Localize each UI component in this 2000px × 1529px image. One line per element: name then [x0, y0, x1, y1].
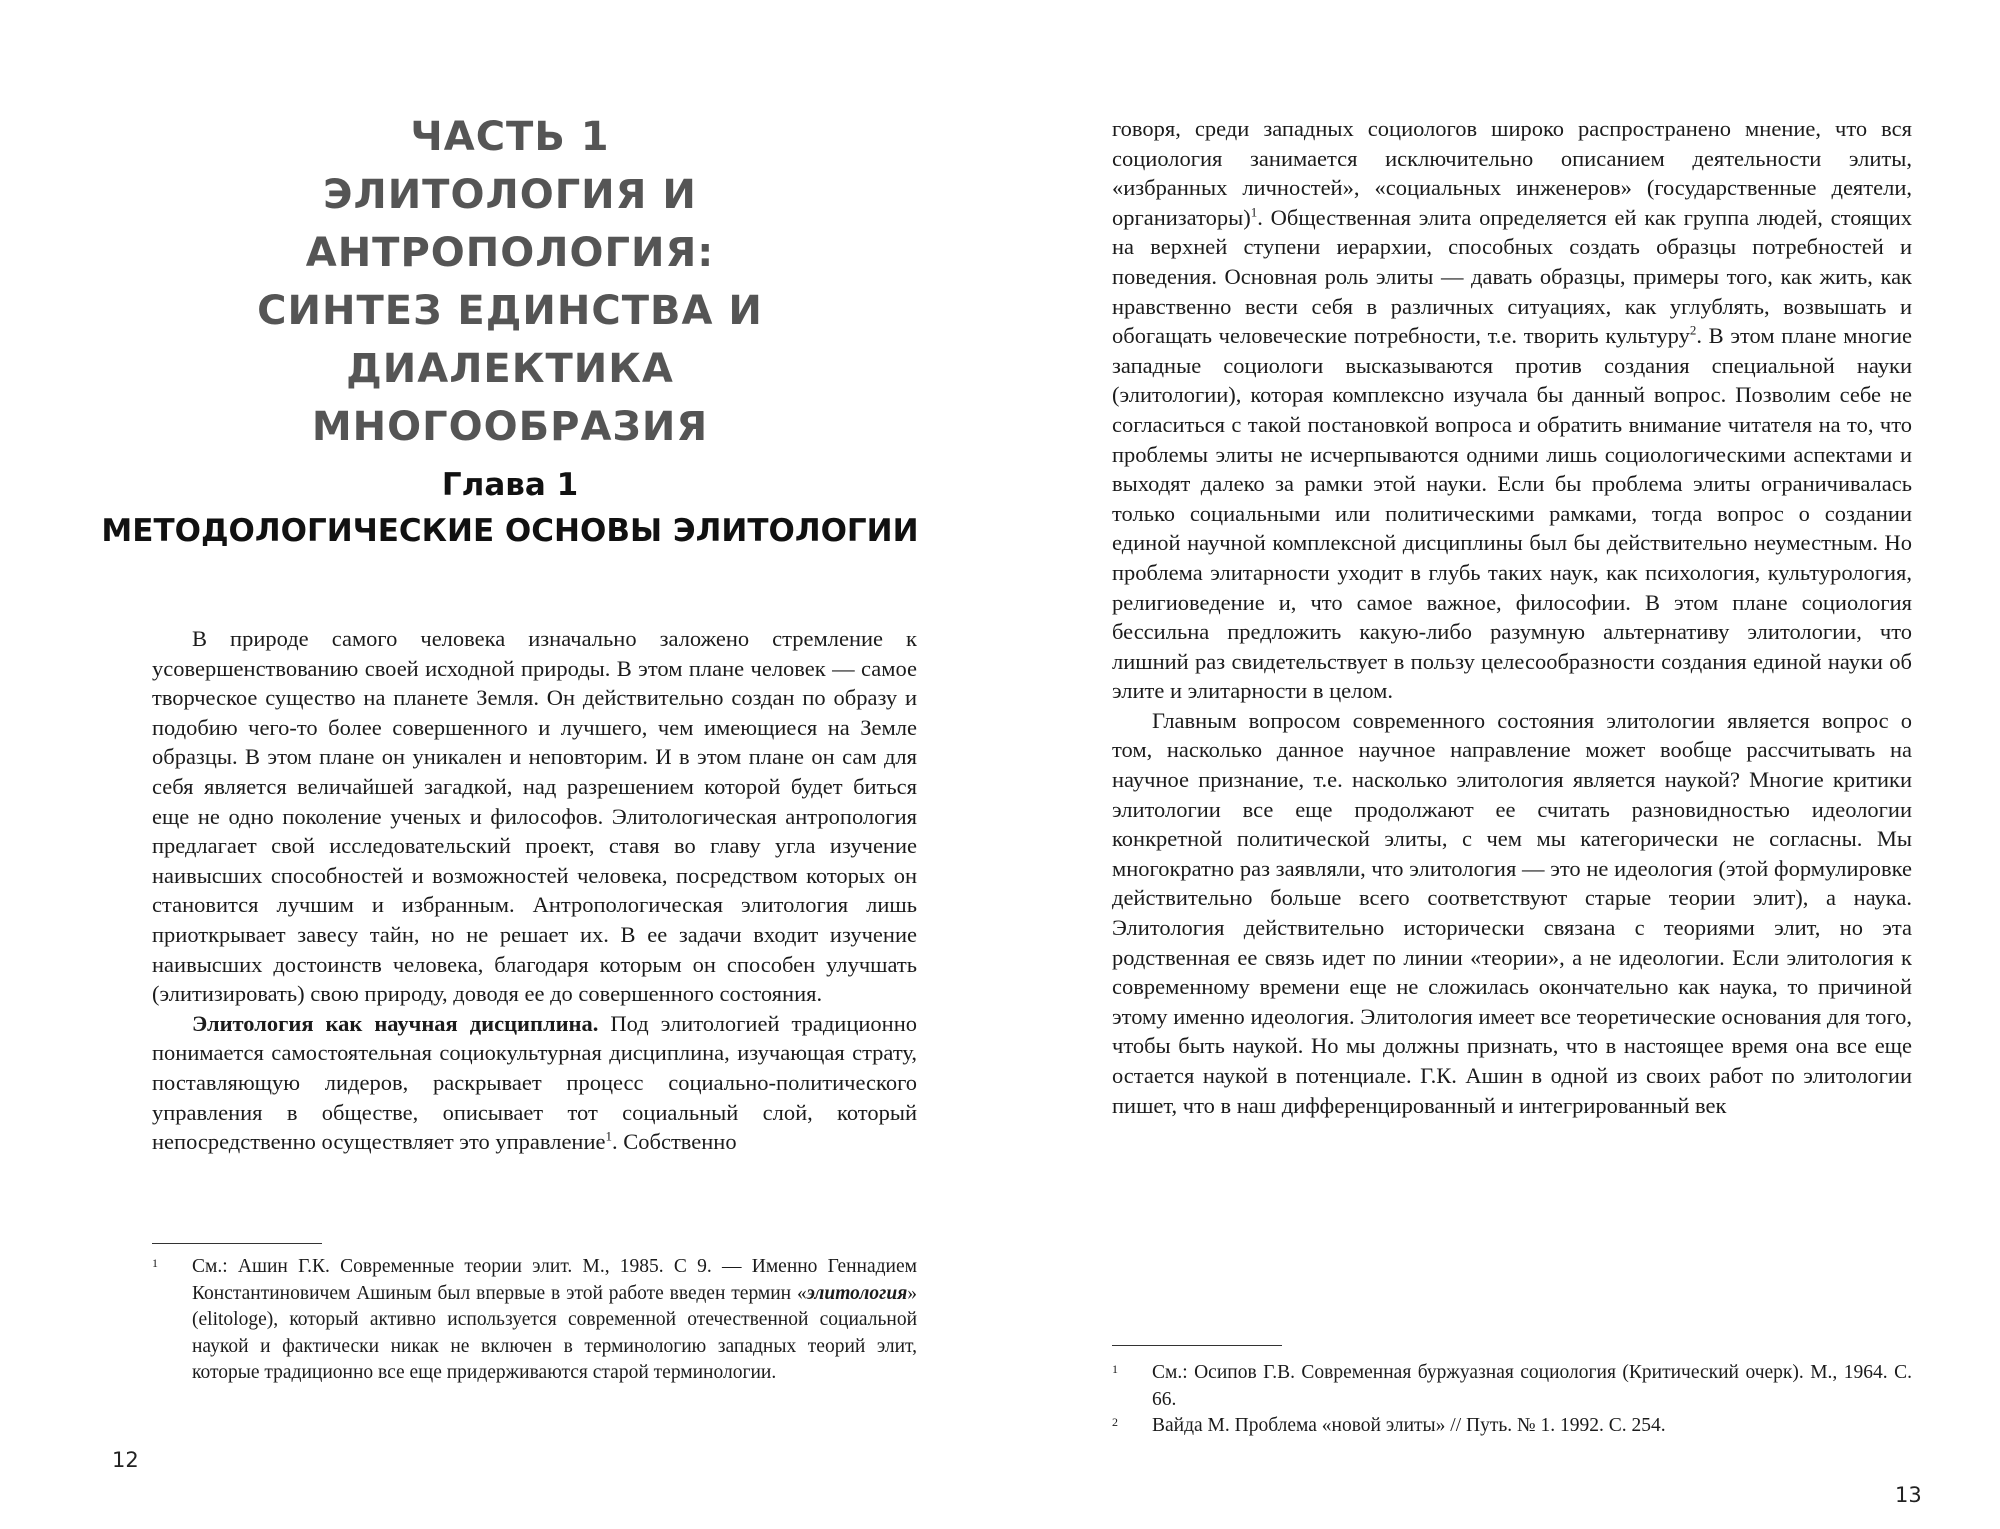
paragraph-text: Под элитологией традиционно понимается самостоятельная социокультурная дисциплина, изучающая страту, поставляющую лидеров, раскрывает процесс социально-политического управления в обществе, описывает тот социальный слой, который непосредственно осуществляет это управление [152, 1010, 917, 1155]
page-number: 13 [1895, 1483, 1922, 1507]
part-title-line: МНОГООБРАЗИЯ [311, 404, 709, 450]
footnote-reference[interactable]: 1 [1250, 204, 1258, 220]
run-in-heading: Элитология как научная дисциплина. [192, 1010, 599, 1036]
body-paragraph [152, 1009, 917, 1157]
paragraph-text: . В этом плане многие западные социологи высказываются против создания специальной науки (элитологии), которая комплексно изучала бы данный вопрос. Позволим себе не согласиться с такой постановкой вопроса и обратить внимание читателя на то, что проблемы элиты не исчерпываются одними лишь социологическими аспектами и выходят далеко за рамки этой науки. Если бы проблема элиты ограничивалась только социальными или политическими рамками, тогда вопрос о создании единой научной комплексной дисциплины был бы действительно неуместным. Но проблема элитарности уходит в глубь таких наук, как психология, культурология, религиоведение и, что самое важное, философии. В этом плане социология бессильна предложить какую-либо разумную альтернативу элитологии, что лишний раз свидетельствует в пользу целесообразности создания единой науки об элите и элитарности в целом. [1112, 323, 1912, 704]
footnote [152, 1254, 917, 1387]
part-title-line: ЧАСТЬ 1 [410, 114, 610, 160]
part-title [140, 108, 880, 456]
footnote-mark: 1 [1112, 1362, 1118, 1376]
part-title-line: СИНТЕЗ ЕДИНСТВА И ДИАЛЕКТИКА [257, 288, 763, 392]
footnote [1112, 1413, 1912, 1440]
chapter-label: Глава 1 [441, 467, 579, 503]
footnote-term: элитология [806, 1282, 908, 1304]
footnote-mark: 2 [1112, 1415, 1118, 1429]
right-body-text [1112, 114, 1912, 1120]
paragraph-text: . Общественная элита определяется ей как группа людей, стоящих на верхней ступени иерархии, способных создать образцы потребностей и поведения. Основная роль элиты — давать образцы, примеры того, как жить, как нравственно вести себя в различных ситуациях, как углублять, возвышать и обогащать человеческие потребности, т.е. творить культуру [1112, 204, 1912, 349]
page-number: 12 [112, 1448, 139, 1472]
chapter-title: МЕТОДОЛОГИЧЕСКИЕ ОСНОВЫ ЭЛИТОЛОГИИ [101, 513, 919, 549]
footnote-text: См.: Ашин Г.К. Современные теории элит. М., 1985. С 9. — Именно Геннадием Константиновичем Ашиным был впервые в этой работе введен термин « [192, 1256, 917, 1304]
footnote-reference[interactable]: 2 [1689, 322, 1697, 338]
footnote-text: » (elitologe), который активно используется современной отечественной социальной наукой и фактически никак не включен в терминологию западных теорий элит, которые традиционно все еще придерживаются старой терминологии. [192, 1282, 917, 1383]
footnotes [152, 1254, 917, 1387]
paragraph-text: . Собственно [612, 1129, 737, 1155]
footnote-divider [1112, 1345, 1282, 1346]
footnote [1112, 1360, 1912, 1413]
right-page [1000, 0, 2000, 1529]
footnote-reference[interactable]: 1 [605, 1128, 613, 1144]
part-title-line: ЭЛИТОЛОГИЯ И АНТРОПОЛОГИЯ: [305, 172, 715, 276]
body-paragraph: Главным вопросом современного состояния элитологии является вопрос о том, насколько данное научное направление может вообще рассчитывать на научное признание, т.е. насколько элитология является наукой? Многие критики элитологии все еще продолжают ее считать разновидностью идеологии конкретной политической элиты, с чем мы категорически не согласны. Мы многократно раз заявляли, что элитология — это не идеология (этой формулировке действительно больше всего соответствуют старые теории элит), а наука. Элитология действительно исторически связана с теориями элит, но эта родственная ее связь идет по линии «теории», а не идеологии. Если элитология к современному времени еще не сложилась окончательно как наука, то причиной этому именно идеология. Элитология имеет все теоретические основания для того, чтобы быть наукой. Но мы должны признать, что в настоящее время она все еще остается наукой в потенциале. Г.К. Ашин в одной из своих работ по элитологии пишет, что в наш дифференцированный и интегрированный век [1112, 707, 1912, 1118]
body-paragraph: В природе самого человека изначально заложено стремление к усовершенствованию своей исходной природы. В этом плане человек — самое творческое существо на планете Земля. Он действительно создан по образу и подобию чего-то более совершенного и лучшего, чем имеющиеся на Земле образцы. В этом плане он уникален и неповторим. И в этом плане он сам для себя является величайшей загадкой, над разрешением которой будет биться еще не одно поколение ученых и философов. Элитологическая антропология предлагает свой исследовательский проект, ставя во главу угла изучение наивысших способностей и возможностей человека, посредством которых он становится лучшим и избранным. Антропологическая элитология лишь приоткрывает завесу тайн, но не решает их. В ее задачи входит изучение наивысших достоинств человека, благодаря которым он способен улучшать (элитизировать) свою природу, доводя ее до совершенного состояния. [152, 626, 917, 1007]
paragraph-text: говоря, среди западных социологов широко распространено мнение, что вся социология занимается исключительно описанием деятельности элиты, «избранных личностей», «социальных инженеров» (государственные деятели, организаторы) [1112, 116, 1912, 230]
left-body-text [152, 624, 917, 1157]
footnote-mark: 1 [152, 1256, 158, 1270]
chapter-heading [100, 462, 920, 554]
body-paragraph [1112, 114, 1912, 706]
footnotes [1112, 1360, 1912, 1440]
footnote-text: См.: Осипов Г.В. Современная буржуазная социология (Критический очерк). М., 1964. С. 66. [1152, 1362, 1912, 1410]
footnote-text: Вайда М. Проблема «новой элиты» // Путь. № 1. 1992. С. 254. [1152, 1415, 1666, 1436]
footnote-divider [152, 1243, 322, 1244]
